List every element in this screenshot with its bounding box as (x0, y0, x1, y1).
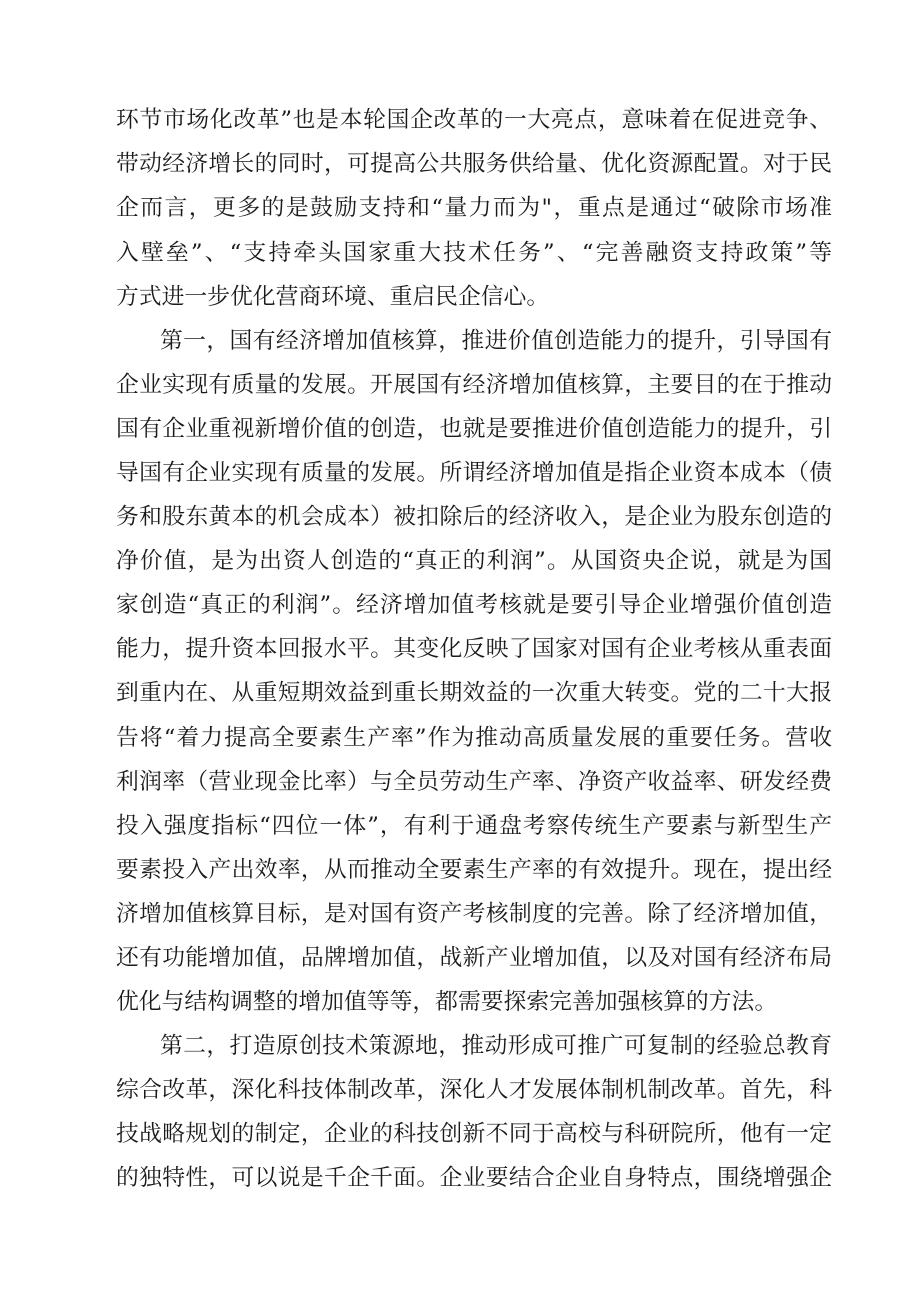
text-line: 入壁垒”、“支持牵头国家重大技术任务”、“完善融资支持政策”等 (116, 240, 832, 266)
text-line: 到重内在、从重短期效益到重长期效益的一次重大转变。党的二十大报 (116, 680, 832, 706)
text-line: 济增加值核算目标，是对国有资产考核制度的完善。除了经济增加值， (116, 901, 832, 927)
text-line: 投入强度指标“四位一体”，有利于通盘考察传统生产要素与新型生产 (116, 813, 832, 839)
text-line: 家创造“真正的利润”。经济增加值考核就是要引导企业增强价值创造 (116, 592, 832, 618)
text-line: 利润率（营业现金比率）与全员劳动生产率、净资产收益率、研发经费 (116, 769, 832, 795)
text-line: 第一，国有经济增加值核算，推进价值创造能力的提升，引导国有 (160, 328, 832, 354)
text-line: 国有企业重视新增价值的创造，也就是要推进价值创造能力的提升，引 (116, 416, 832, 442)
text-line: 告将“着力提高全要素生产率”作为推动高质量发展的重要任务。营收 (116, 725, 832, 751)
text-line: 能力，提升资本回报水平。其变化反映了国家对国有企业考核从重表面 (116, 636, 832, 662)
text-line: 方式进一步优化营商环境、重启民企信心。 (116, 284, 550, 310)
text-line: 综合改革，深化科技体制改革，深化人才发展体制机制改革。首先，科 (116, 1077, 832, 1103)
text-line: 企业实现有质量的发展。开展国有经济增加值核算，主要目的在于推动 (116, 372, 832, 398)
text-line: 企而言，更多的是鼓励支持和“量力而为"，重点是通过“破除市场准 (116, 195, 832, 221)
text-line: 技战略规划的制定，企业的科技创新不同于高校与科研院所，他有一定 (116, 1121, 832, 1147)
text-line: 优化与结构调整的增加值等等，都需要探索完善加强核算的方法。 (116, 989, 778, 1015)
text-line: 第二，打造原创技术策源地，推动形成可推广可复制的经验总教育 (160, 1033, 832, 1059)
text-line: 环节市场化改革”也是本轮国企改革的一大亮点，意味着在促进竞争、 (116, 107, 832, 133)
text-line: 净价值，是为出资人创造的“真正的利润”。从国资央企说，就是为国 (116, 548, 832, 574)
text-line: 要素投入产出效率，从而推动全要素生产率的有效提升。现在，提出经 (116, 857, 832, 883)
text-line: 导国有企业实现有质量的发展。所谓经济增加值是指企业资本成本（债 (116, 460, 832, 486)
text-line: 带动经济增长的同时，可提高公共服务供给量、优化资源配置。对于民 (116, 151, 832, 177)
text-line: 还有功能增加值，品牌增加值，战新产业增加值，以及对国有经济布局 (116, 945, 832, 971)
text-line: 的独特性，可以说是千企千面。企业要结合企业自身特点，围绕增强企 (116, 1165, 832, 1191)
text-line: 务和股东黄本的机会成本）被扣除后的经济收入，是企业为股东创造的 (116, 504, 832, 530)
